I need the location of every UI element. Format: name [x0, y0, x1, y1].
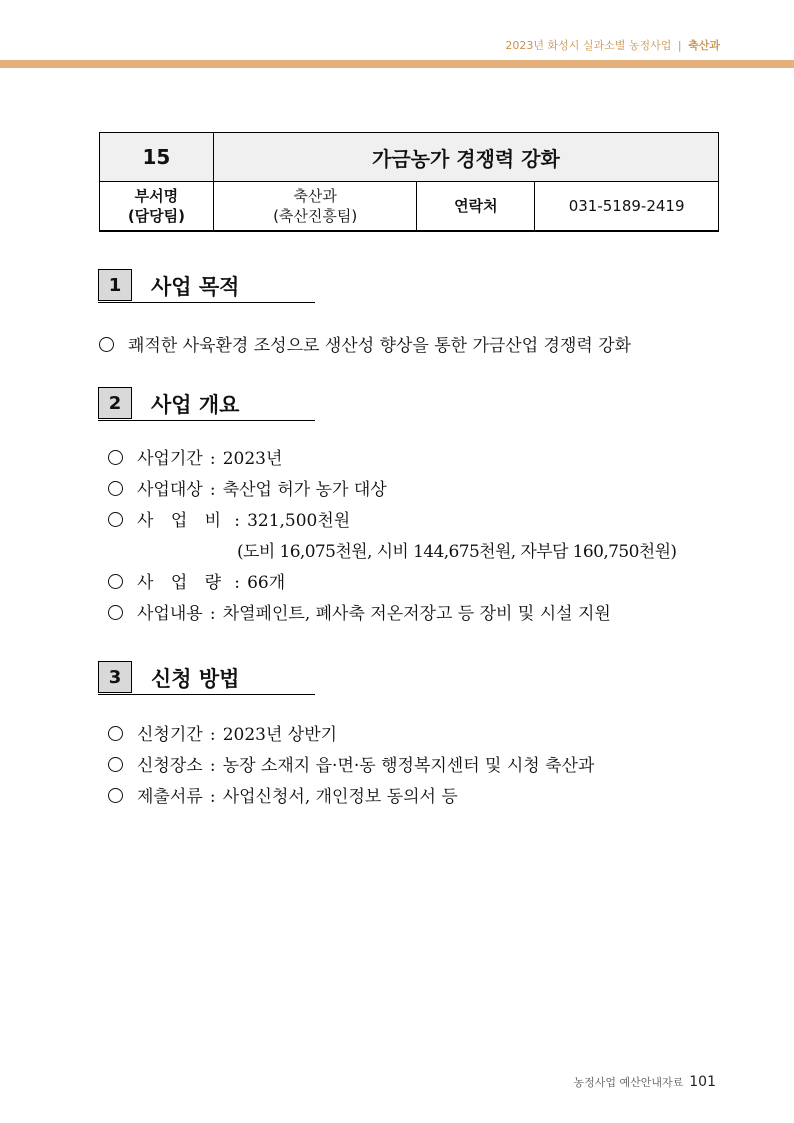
item-value: 66개 [247, 573, 286, 593]
item-value: 2023년 상반기 [222, 725, 338, 745]
list-item [108, 599, 611, 624]
section-1-heading [98, 269, 315, 303]
section-number: 3 [98, 661, 132, 693]
dept-value-line2: (축산진흥팀) [273, 207, 358, 225]
page-footer [574, 1074, 717, 1090]
item-value: 사업신청서, 개인정보 동의서 등 [222, 787, 458, 807]
list-item [108, 568, 285, 593]
circle-bullet-icon [108, 512, 123, 527]
item-colon: : [234, 511, 240, 531]
running-header [505, 37, 720, 53]
list-item [99, 331, 631, 356]
section-number: 2 [98, 387, 132, 419]
header-title: 2023년 화성시 실과소별 농정사업 [505, 39, 672, 52]
circle-bullet-icon [108, 788, 123, 803]
item-colon: : [209, 725, 216, 745]
list-item [108, 475, 387, 500]
project-info-table [99, 132, 719, 232]
item-value: 2023년 [222, 449, 283, 469]
list-item [108, 782, 458, 807]
circle-bullet-icon [99, 337, 114, 352]
item-value: 321,500천원 [247, 511, 351, 531]
project-number: 15 [100, 133, 214, 182]
list-item-continuation: (도비 16,075천원, 시비 144,675천원, 자부담 160,750천원) [237, 542, 677, 562]
item-label: 신청장소 [137, 756, 203, 776]
item-colon: : [209, 756, 216, 776]
item-label: 사 업 량 [137, 573, 228, 593]
project-title: 가금농가 경쟁력 강화 [213, 133, 718, 182]
item-label: 제출서류 [137, 787, 203, 807]
item-label: 신청기간 [137, 725, 203, 745]
item-value: 농장 소재지 읍·면·동 행정복지센터 및 시청 축산과 [222, 756, 595, 776]
item-colon: : [209, 480, 216, 500]
dept-label-line2: (담당팀) [127, 207, 185, 225]
contact-value: 031-5189-2419 [535, 182, 719, 232]
dept-value-line1: 축산과 [293, 187, 337, 205]
item-label: 사업내용 [137, 604, 203, 624]
footer-text: 농정사업 예산안내자료 [573, 1076, 684, 1089]
section-number: 1 [98, 269, 132, 301]
section-title: 사업 개요 [151, 393, 240, 417]
circle-bullet-icon [108, 450, 123, 465]
item-text: 쾌적한 사육환경 조성으로 생산성 향상을 통한 가금산업 경쟁력 강화 [128, 336, 632, 356]
dept-label [100, 182, 214, 232]
list-item [108, 720, 337, 745]
dept-value [213, 182, 417, 232]
item-label: 사업기간 [137, 449, 203, 469]
section-3-heading [98, 661, 315, 695]
contact-label: 연락처 [417, 182, 535, 232]
circle-bullet-icon [108, 481, 123, 496]
item-value: 차열페인트, 폐사축 저온저장고 등 장비 및 시설 지원 [222, 604, 611, 624]
section-title: 신청 방법 [151, 667, 240, 691]
circle-bullet-icon [108, 605, 123, 620]
section-title: 사업 목적 [151, 275, 240, 299]
item-colon: : [234, 573, 240, 593]
header-accent-bar [0, 60, 794, 68]
item-label: 사업대상 [137, 480, 203, 500]
item-label: 사 업 비 [137, 511, 228, 531]
header-separator: | [677, 39, 682, 52]
item-colon: : [209, 449, 216, 469]
circle-bullet-icon [108, 757, 123, 772]
item-colon: : [209, 604, 216, 624]
list-item [108, 444, 282, 469]
circle-bullet-icon [108, 574, 123, 589]
dept-label-line1: 부서명 [134, 187, 179, 205]
list-item [108, 751, 594, 776]
page-number: 101 [689, 1074, 716, 1090]
list-item [108, 506, 350, 531]
section-2-heading [98, 387, 315, 421]
item-colon: : [209, 787, 216, 807]
circle-bullet-icon [108, 726, 123, 741]
item-value: 축산업 허가 농가 대상 [222, 480, 387, 500]
header-department: 축산과 [688, 39, 720, 52]
